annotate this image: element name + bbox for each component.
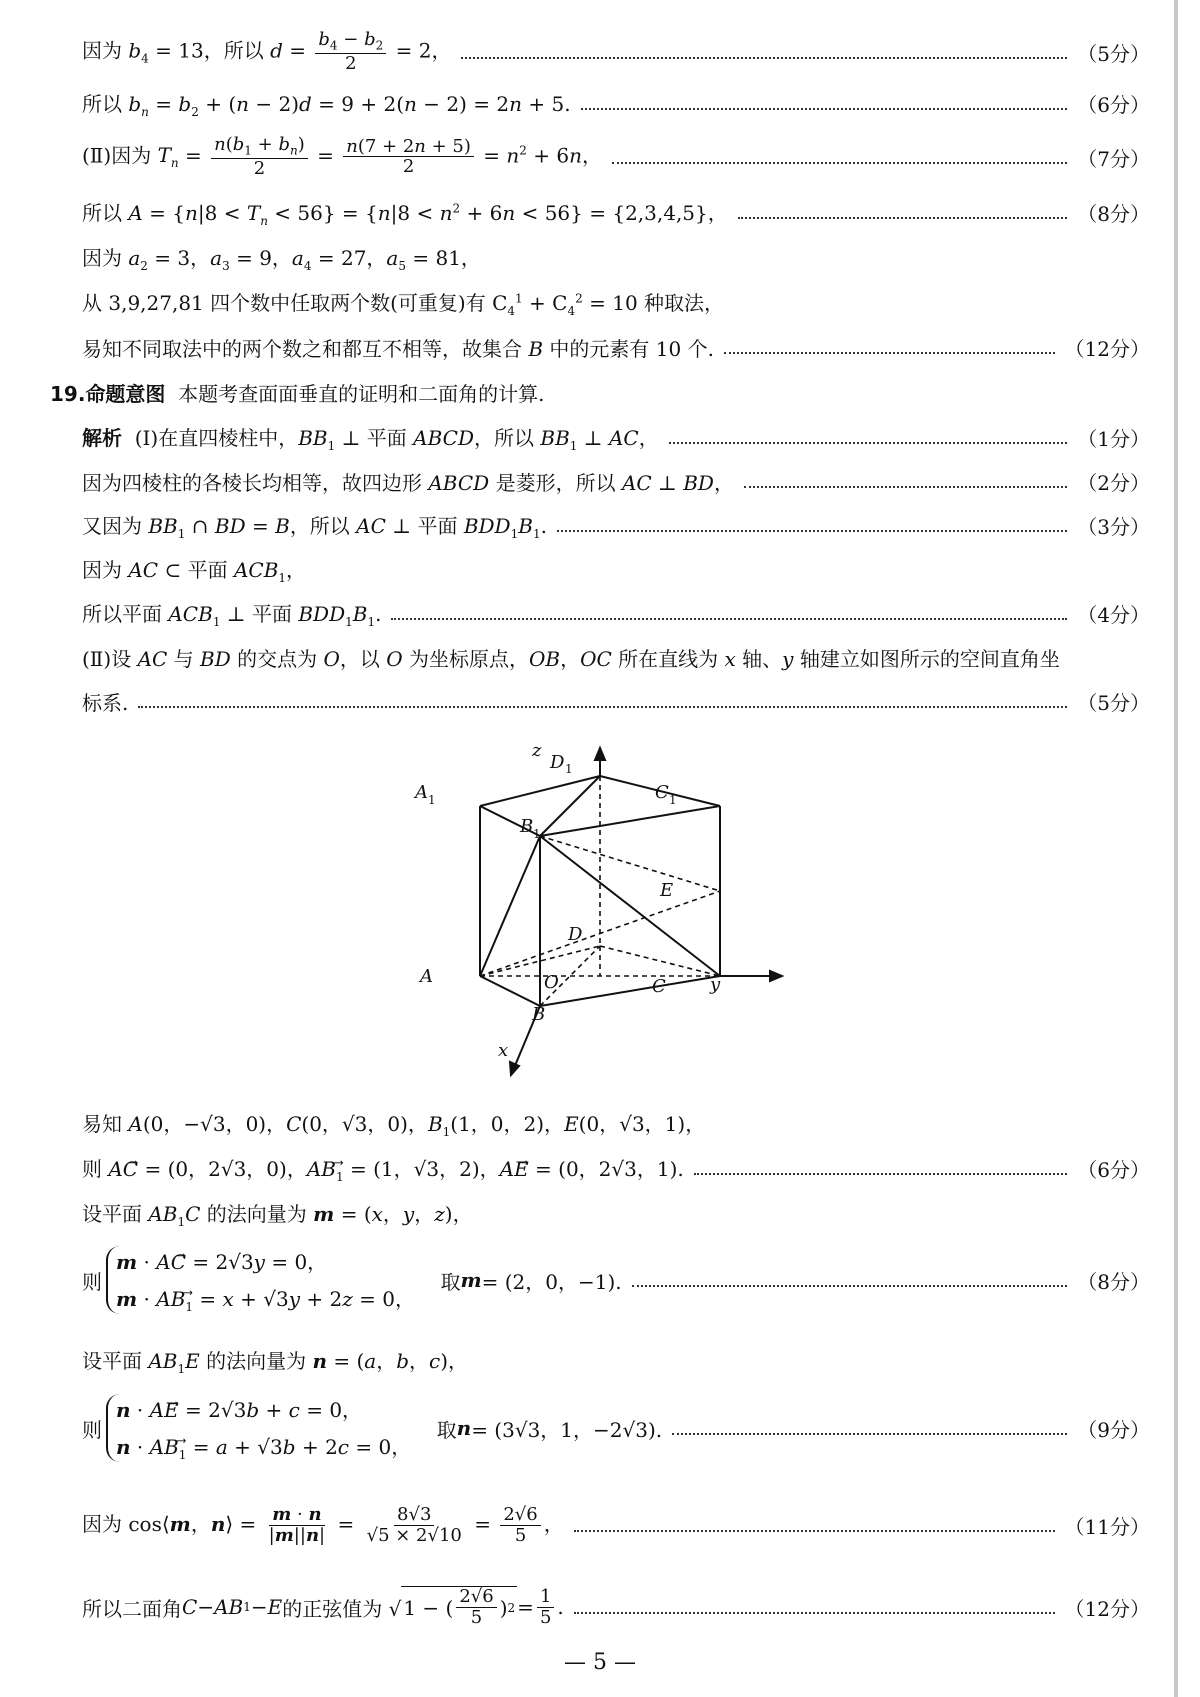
solution-line: 设平面 $AB_1E$ 的法向量为 n = (a，b，c)， xyxy=(82,1348,469,1376)
analysis-label: 解析 xyxy=(82,425,122,450)
vertex-label-d1: D xyxy=(550,752,565,773)
score-mark: （8分） xyxy=(1077,201,1150,226)
axis-label-y: y xyxy=(710,974,721,995)
solution-line: 所以二面角 C − AB 1 − E 的正弦值为 √ 1 − ( $\frac{2√6}{5}$ ) 2 = $\frac{1}{5}$ . （12分） xyxy=(82,1585,1150,1628)
vertex-label-c: C xyxy=(652,976,666,997)
score-mark: （4分） xyxy=(1077,602,1150,627)
subscript: 1 xyxy=(533,827,541,841)
solution-line: 因为 cos⟨m，n⟩ = $\frac{m \cdot n}{|m||n|}$ = $\frac{8√3}{√5 \times 2√10}$ = $\frac{2√6}{5}$ ， （11分） xyxy=(82,1503,1150,1546)
score-mark: （12分） xyxy=(1064,1596,1150,1621)
solution-line: 因为 $b_4 = 13$，所以 d = $\frac{b_4 - b_2}{2}$ = 2， （5分） xyxy=(82,29,1150,74)
vertex-label-a1: A xyxy=(415,782,428,803)
solution-line: 标系. （5分） xyxy=(82,686,1150,716)
vertex-label-d: D xyxy=(568,924,583,945)
vertex-label-b1: B xyxy=(520,816,534,837)
subscript: 1 xyxy=(565,762,573,776)
prism-diagram xyxy=(415,738,800,1083)
solution-line: 易知 A(0，−√3，0)，C(0，√3，0)，$B_1(1$，0，2)，E(0，√3，1)， xyxy=(82,1111,706,1139)
question-header xyxy=(50,377,1150,407)
axis-label-z: z xyxy=(532,740,542,761)
axis-label-x: x xyxy=(498,1040,509,1061)
intent-label: 命题意图 xyxy=(85,381,166,406)
score-mark: （12分） xyxy=(1064,336,1150,361)
vertex-label-a: A xyxy=(420,966,433,987)
solution-line: 又因为 $BB_1$ ∩ BD = B，所以 AC ⊥ 平面 $BDD_1B_1$. （3分） xyxy=(82,510,1150,540)
origin-label-o: O xyxy=(544,972,559,993)
solution-line: 从 3,9,27,81 四个数中任取两个数(可重复)有 $C_4^1 + C_4^2 = 10$ 种取法， xyxy=(82,290,725,318)
solution-line: 所以 $A = \{n|8 < T_n < 56\} = \{n|8 < n^2 + 6n < 56\} = \{2,3,4,5\}$， （8分） xyxy=(82,197,1150,227)
solution-line: 所以 $b_n = b_2 + (n - 2)d = 9 + 2(n - 2) = 2n + 5$. （6分） xyxy=(82,88,1150,118)
score-mark: （3分） xyxy=(1077,514,1150,539)
score-mark: （6分） xyxy=(1077,92,1150,117)
scan-edge xyxy=(1174,0,1178,1697)
point-label-e: E xyxy=(660,880,674,901)
score-mark: （2分） xyxy=(1077,470,1150,495)
vertex-label-c1: C xyxy=(655,782,669,803)
solution-line: 设平面 $AB_1C$ 的法向量为 m = (x，y，z)， xyxy=(82,1201,473,1229)
score-mark: （9分） xyxy=(1077,1417,1150,1442)
geometry-figure xyxy=(415,738,800,1083)
subscript: 1 xyxy=(428,793,436,807)
score-mark: （7分） xyxy=(1077,146,1150,171)
solution-line: 因为四棱柱的各棱长均相等，故四边形 ABCD 是菱形，所以 AC ⊥ BD， （2分） xyxy=(82,466,1150,496)
solution-line: 所以平面 $ACB_1$ ⊥ 平面 $BDD_1B_1$. （4分） xyxy=(82,598,1150,628)
subscript: 1 xyxy=(669,793,677,807)
score-mark: （5分） xyxy=(1077,690,1150,715)
solution-line: 则 n · AE⃗ = 2√3b + c = 0， $n \cdot AB_1⃗ = a + √3b + 2c = 0$， 取 n = (3√3，1，−2√3). （9分） xyxy=(82,1388,1150,1468)
page-number: — 5 — xyxy=(564,1650,636,1675)
solution-line: 则 m · AC⃗ = 2√3y = 0， $m \cdot AB_1⃗ = x + √3y + 2z = 0$， 取 m = (2，0，−1). （8分） xyxy=(82,1240,1150,1320)
score-mark: （8分） xyxy=(1077,1269,1150,1294)
question-number: 19. xyxy=(50,381,86,406)
score-mark: （5分） xyxy=(1077,41,1150,66)
solution-line: 因为 AC ⊂ 平面 $ACB_1$， xyxy=(82,557,307,585)
intent-text: 本题考查面面垂直的证明和二面角的计算. xyxy=(178,381,545,406)
score-mark: （6分） xyxy=(1077,1157,1150,1182)
solution-line: 则 AC⃗ = (0，2√3，0)，$AB_1⃗ = (1$，√3，2)，AE⃗ = (0，2√3，1). （6分） xyxy=(82,1153,1150,1183)
solution-line: 易知不同取法中的两个数之和都互不相等，故集合 B 中的元素有 10 个. （12分） xyxy=(82,332,1150,362)
score-mark: （11分） xyxy=(1064,1514,1150,1539)
solution-line: (Ⅱ)因为 $T_n$ = $\frac{n(b_1 + b_n)}{2}$ = $\frac{n(7 + 2n + 5)}{2}$ = $n^2 + 6n$， （7分） xyxy=(82,134,1150,179)
solution-line: 因为 $a_2 = 3$，$a_3 = 9$，$a_4 = 27$，$a_5 = 81$， xyxy=(82,245,481,273)
solution-line: (Ⅱ)设 AC 与 BD 的交点为 O，以 O 为坐标原点，OB，OC 所在直线为 x 轴、y 轴建立如图所示的空间直角坐 xyxy=(82,646,1060,671)
score-mark: （1分） xyxy=(1077,426,1150,451)
solution-line: 解析 (Ⅰ)在直四棱柱中，$BB_1$ ⊥ 平面 ABCD，所以 $BB_1$ ⊥ AC， （1分） xyxy=(82,422,1150,452)
vertex-label-b: B xyxy=(532,1004,546,1025)
